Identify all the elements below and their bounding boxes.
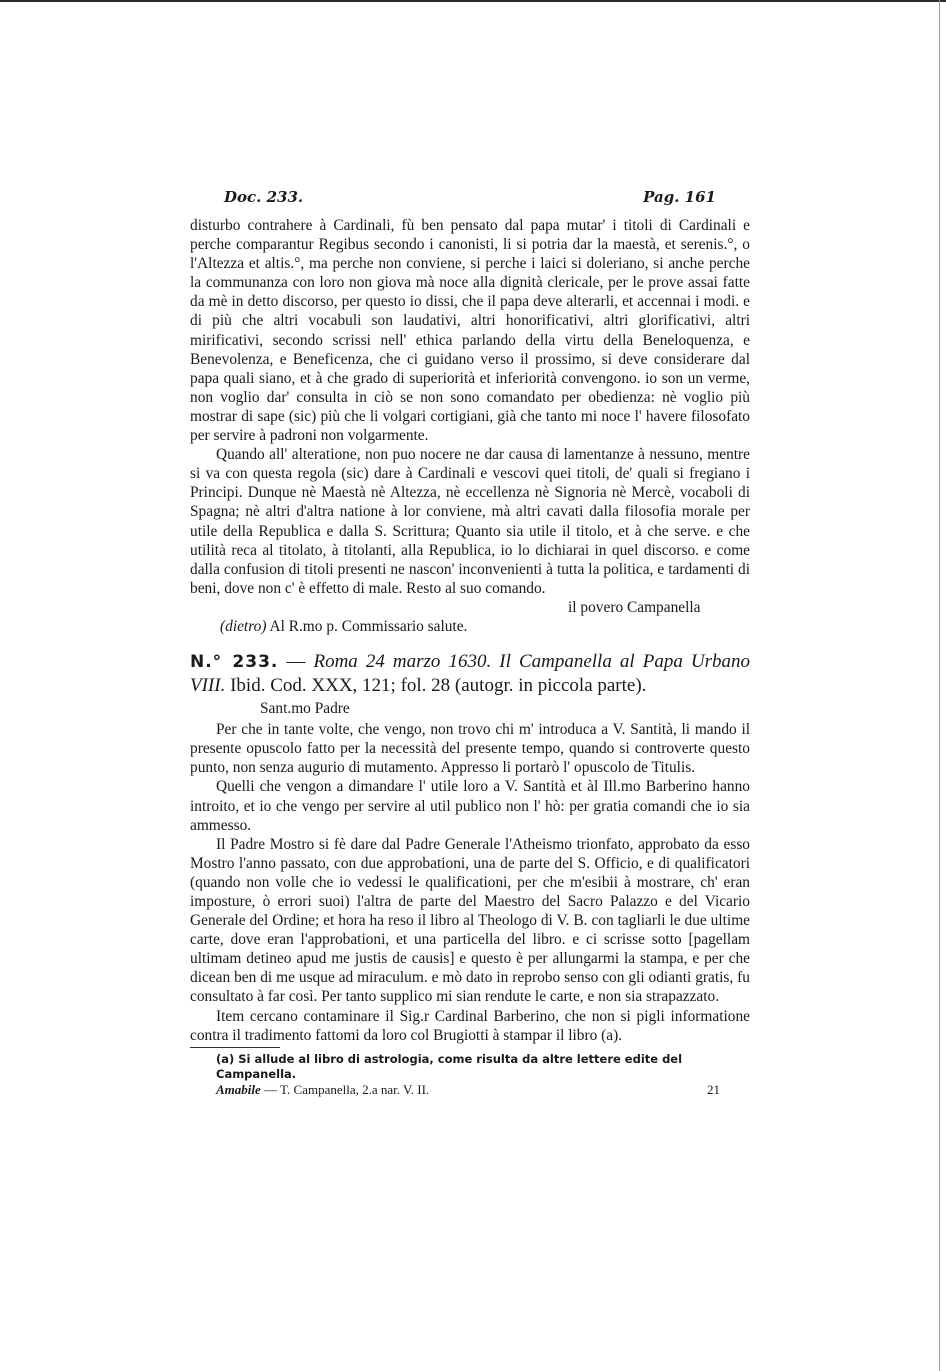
running-head bbox=[190, 188, 750, 206]
address-text: Al R.mo p. Commissario salute. bbox=[266, 617, 468, 635]
paragraph: disturbo contrahere à Cardinali, fù ben pensato dal papa mutar' i titoli di Cardinali e perche comparantur Regibus secondo i canonisti, li si potria dar la maestà, et serenis.°, o l'Altezza et altis.°, ma perche non conviene, si perche i laici si doleriano, si anche perche la communanza con loro non giova mà noce alla dignità clericale, per le prove assai fatte da mè in detto discorso, per questo io dissi, che il papa deve alterarli, et accennai i modi. e di più che altri vocabuli son laudativi, altri honorificativi, altri glorificativi, altri mirificativi, secondo scrissi nell' ethica parlando della virtu della Beneloquenza, e Benevolenza, e Beneficenza, che ci guidano verso il prossimo, si deve considerare dal papa quali siano, et à che grado di superiorità et inferiorità convengono. io son un verme, non voglio dar' consulta in ciò se non sono comandato per obedienza: nè voglio più mostrar di sape (sic) più che li volgari cortigiani, già che tanto mi noce l' havere filosofato per servire à padroni non volgarmente. bbox=[190, 217, 750, 445]
paragraph: Quando all' alteratione, non puo nocere ne dar causa di lamentanze à nessuno, mentre si va con questa regola (sic) dare à Cardinali e vescovi quei titoli, de' quali si fregiano i Principi. Dunque nè Maestà nè Altezza, nè eccellenza nè Signoria nè Mercè, vocaboli di Spagna; nè altri d'altra natione à lor conviene, mà altri cavati dalla filosofia morale per utile della Republica e dalla S. Scrittura; Quanto sia utile il titolo, et à che serve. e che utilità reca al titolato, à titolanti, alla Republica, io lo dichiarai in quel discorso. e come dalla confusion di titoli presenti ne nascon' inconvenienti à tutta la politica, e tardamenti di beni, dove non c' è effetto di male. Resto al suo comando. bbox=[190, 446, 750, 597]
paragraph: Per che in tante volte, che vengo, non trovo chi m' introduca a V. Santità, li mando il presente opuscolo fatto per la necessità del presente tempo, quando si controverte questo punto, non senza augurio di mutamento. Appresso li portarò l' opuscolo de Titulis. bbox=[190, 721, 750, 777]
scan-right-edge bbox=[939, 0, 940, 1371]
letter-body bbox=[190, 720, 750, 1045]
paragraph: Item cercano contaminare il Sig.r Cardinal Barberino, che non si pigli informatione contra il tradimento fattomi da loro col Brugiotti à stampar il libro (a). bbox=[190, 1007, 750, 1044]
signature-title: — T. Campanella, 2.a nar. V. II. bbox=[260, 1081, 430, 1097]
continuation-text bbox=[190, 216, 750, 598]
document-title: Roma 24 marzo 1630. Il Campanella al Papa Urbano VIII. bbox=[190, 651, 751, 697]
paragraph: Il Padre Mostro si fè dare dal Padre Generale l'Atheismo trionfato, approbato da esso Mostro l'anno passato, con due approbationi, una de parte del S. Officio, e di qualificatori (quando non volle che io vedessi le qualificationi, per che m'esibii à mostrare, ch' eran imposture, ò errori suoi) l'altra de parte del Maestro del Sacro Palazzo e del Vicario Generale del Ordine; et hora ha reso il libro al Theologo di V. B. con tagliarli le due ultime carte, dove eran l'approbationi, et una particella del libro. e ci scrisse sotto [pagellam ultimam detineo apud me justis de causis] e questo è per allungarmi la stampa, e per che dicean ben di me usque ad miraculum. e mò dato in reprobo senso con gli odianti gratis, fu consultato à far così. Per tanto supplico mi sian rendute le carte, e non sia strapazzato. bbox=[190, 835, 750, 1006]
document-heading bbox=[190, 650, 750, 697]
footnote: (a) Si allude al libro di astrologia, come risulta da altre lettere edite del Campanella. bbox=[216, 1051, 683, 1081]
footnote-rule bbox=[190, 1047, 280, 1048]
paragraph: Quelli che vengon a dimandare l' utile loro a V. Santità et àl Ill.mo Barberino hanno introito, et io che vengo per servire al util publico non l' hò: per gratia comandi che io sia ammesso. bbox=[190, 778, 750, 834]
running-head-page: Pag. 161 bbox=[643, 188, 716, 206]
printer-signature-line bbox=[216, 1082, 720, 1097]
page-content bbox=[190, 188, 750, 1097]
document-source: Ibid. Cod. XXX, 121; fol. 28 (autogr. in piccola parte). bbox=[225, 675, 647, 697]
heading-dash: — bbox=[278, 651, 314, 673]
letter-address bbox=[220, 617, 750, 636]
running-head-doc: Doc. 233. bbox=[224, 188, 304, 206]
letter-signature: il povero Campanella bbox=[568, 598, 701, 616]
signature-author: Amabile bbox=[216, 1081, 261, 1097]
scan-top-border bbox=[0, 0, 946, 2]
address-note: (dietro) bbox=[220, 617, 267, 635]
salutation: Sant.mo Padre bbox=[260, 700, 350, 718]
document-number: N.° 233. bbox=[190, 652, 279, 673]
signature-number: 21 bbox=[707, 1081, 720, 1097]
